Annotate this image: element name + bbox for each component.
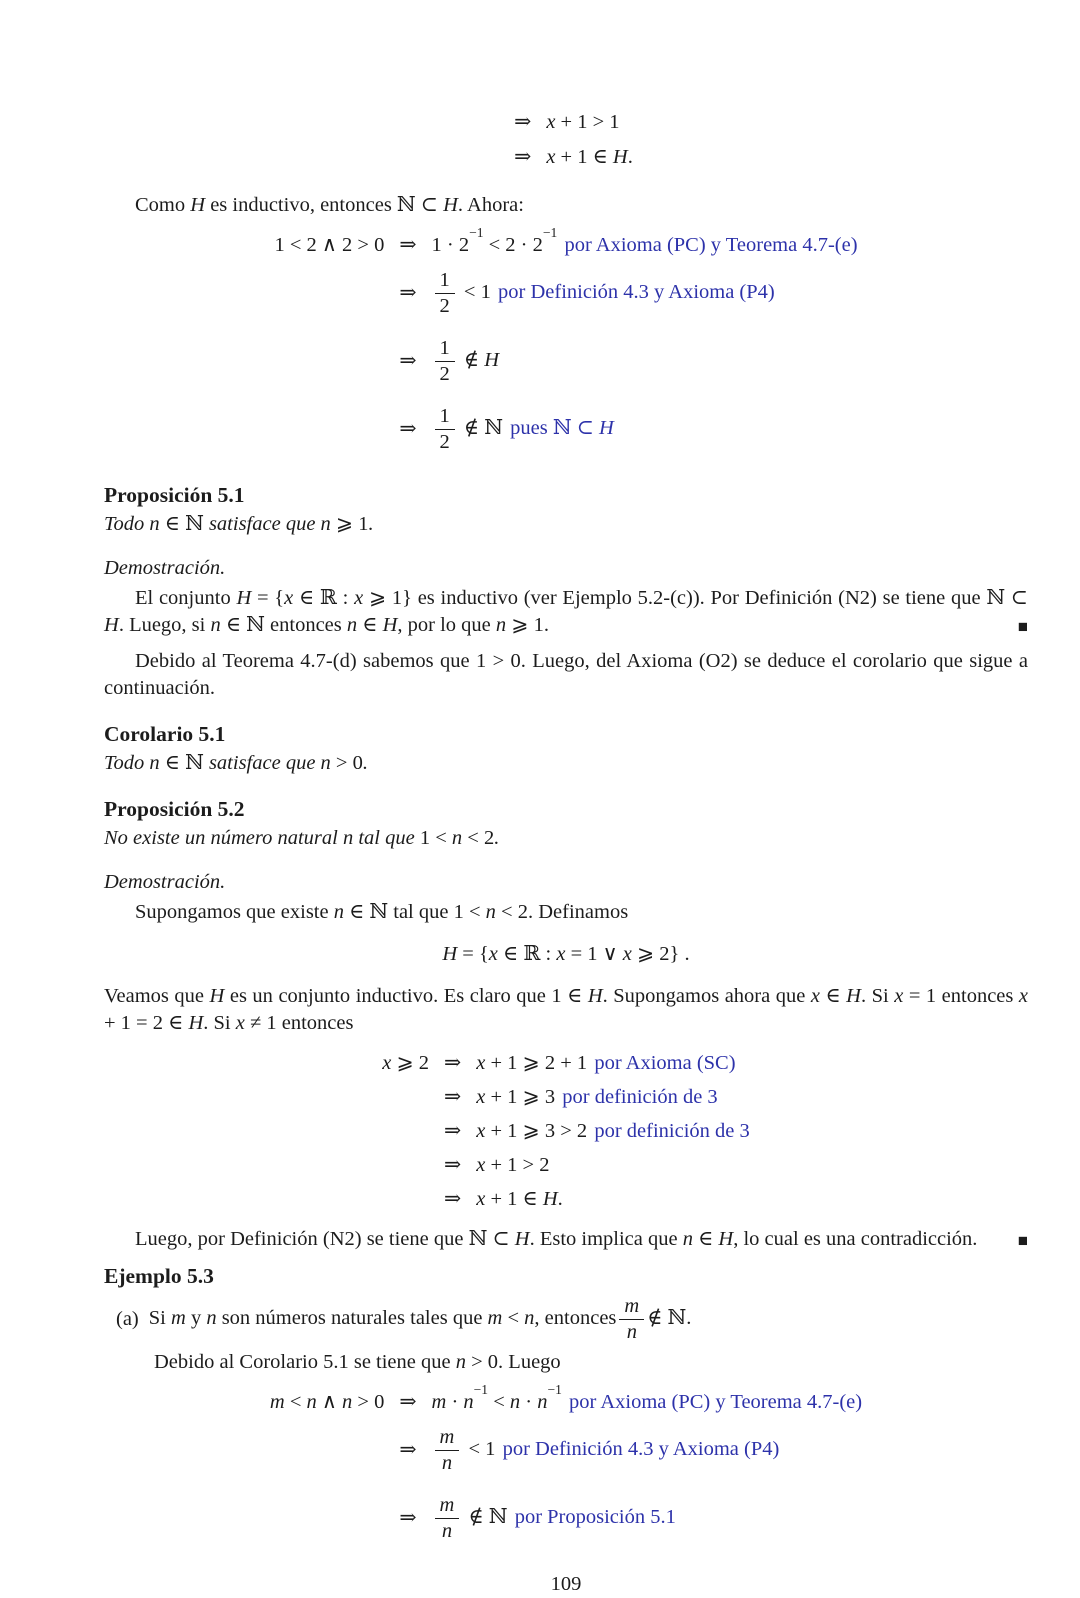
equation-row: [270, 1416, 862, 1484]
denominator: 2: [439, 430, 450, 453]
denominator: n: [626, 1320, 637, 1343]
numerator: 1: [435, 269, 455, 294]
math-segment: n ∈ ℕ: [149, 752, 204, 775]
text-segment: Si: [148, 1307, 171, 1330]
equation-row: [270, 1484, 862, 1552]
text-segment: Como: [135, 194, 191, 216]
text-segment: es inductivo, entonces: [205, 194, 397, 216]
implies-arrow: ⇒: [444, 1052, 462, 1075]
math-segment: n: [342, 827, 354, 850]
proof-paragraph: [104, 585, 1028, 639]
math-segment: n ⩾ 1: [320, 513, 369, 536]
math-segment: m: [171, 1307, 186, 1330]
theorem-heading: Corolario 5.1: [104, 722, 226, 747]
implies-arrow: ⇒: [514, 146, 532, 168]
math-expression: < 1: [468, 1438, 496, 1461]
qed-symbol: ■: [1017, 1231, 1028, 1251]
fraction: [435, 1494, 460, 1542]
implies-arrow: ⇒: [399, 417, 417, 440]
implies-arrow: ⇒: [399, 1391, 417, 1414]
implies-arrow: ⇒: [399, 1507, 417, 1530]
text-segment: Supongamos que existe: [135, 901, 334, 924]
fraction: [435, 1426, 460, 1474]
text-segment: . Supongamos ahora que: [602, 985, 811, 1008]
math-expression: x + 1 ⩾ 3 > 2: [476, 1120, 588, 1143]
text-segment: El conjunto: [135, 587, 237, 610]
fraction: [435, 269, 455, 317]
math-expression: x + 1 > 1: [546, 111, 620, 133]
display-equation: [269, 1382, 863, 1552]
text-segment: .: [368, 513, 374, 536]
implies-arrow: ⇒: [399, 234, 417, 256]
math-expression: $1 \cdot 2^{-1} < 2 \cdot 2^{-1}$: [431, 225, 558, 256]
justification-note: pues: [510, 416, 553, 439]
text-segment: Luego, por Definición (N2) se tiene que: [135, 1228, 469, 1251]
text-segment: . Ahora:: [457, 194, 524, 216]
math-segment: ℕ ⊂ H: [104, 587, 1028, 637]
justification-note: por Definición 4.3 y Axioma (P4): [502, 1438, 780, 1461]
math-expression: 1 < 2 ∧ 2 > 0: [274, 234, 385, 256]
paragraph: [104, 192, 1028, 219]
implies-arrow: ⇒: [444, 1188, 462, 1211]
math-expression: m < n ∧ n > 0: [269, 1391, 385, 1414]
text-segment: satisface que: [203, 513, 321, 536]
justification-note: por Proposición 5.1: [514, 1506, 676, 1529]
proof-label: Demostración.: [104, 871, 226, 894]
justification-note: por Axioma (SC): [594, 1052, 736, 1075]
text-segment: . Si: [203, 1012, 236, 1035]
text-segment: . Luego, si: [118, 614, 211, 637]
math-segment: m < n: [487, 1307, 535, 1330]
implies-arrow: ⇒: [399, 1438, 417, 1461]
text-segment: tal que: [353, 827, 420, 850]
equation-row: [382, 1152, 750, 1186]
math-segment: ∉ ℕ: [647, 1307, 687, 1330]
text-segment: entonces: [264, 614, 347, 637]
math-segment: n ∈ ℕ: [149, 513, 204, 536]
denominator: n: [441, 1451, 453, 1474]
implies-arrow: ⇒: [399, 281, 417, 304]
math-expression: x + 1 ∈ H.: [476, 1188, 563, 1211]
math-segment: n ⩾ 1: [495, 614, 544, 637]
math-segment: 1 ∈ H: [551, 985, 603, 1008]
math-segment: x = 1: [894, 985, 937, 1008]
implies-arrow: ⇒: [399, 349, 417, 372]
text-segment: entonces: [936, 985, 1019, 1008]
text-segment: . Luego, del Axioma (O2) se deduce el corolario que sigue a continuación.: [104, 650, 1028, 700]
display-equation: [104, 941, 1028, 968]
math-segment: n ∈ H: [346, 614, 398, 637]
math-segment: x + 1 = 2 ∈ H: [104, 985, 1028, 1035]
math-expression: H = {x ∈ ℝ : x = 1 ∨ x ⩾ 2} .: [442, 943, 690, 966]
math-segment: 1 < n < 2: [419, 827, 495, 850]
math-segment: n ∈ H: [682, 1228, 734, 1251]
implies-arrow: ⇒: [444, 1154, 462, 1177]
fraction: [619, 1295, 644, 1343]
equation-row: [382, 1186, 750, 1213]
display-equation: [274, 225, 858, 463]
implies-arrow: ⇒: [444, 1086, 462, 1109]
item-text: [149, 1295, 692, 1343]
text-segment: , por lo que: [397, 614, 496, 637]
fraction: [435, 405, 455, 453]
math-expression: x + 1 ⩾ 3: [476, 1086, 556, 1109]
math-expression: $m \cdot n^{-1} < n \cdot n^{-1}$: [431, 1382, 562, 1414]
math-segment: H: [190, 194, 206, 216]
theorem-statement: [104, 750, 1028, 777]
implies-arrow: ⇒: [444, 1120, 462, 1143]
equation-row: [499, 144, 633, 179]
equation-row: [382, 1050, 750, 1084]
proof-paragraph: [104, 1226, 1028, 1253]
math-expression: x + 1 ⩾ 2 + 1: [476, 1052, 588, 1075]
theorem-heading: Proposición 5.2: [104, 797, 245, 822]
math-segment: x ≠ 1: [235, 1012, 277, 1035]
paragraph: [104, 585, 1028, 639]
item-label: (a): [116, 1307, 139, 1330]
example-heading: Ejemplo 5.3: [104, 1264, 214, 1289]
theorem-heading: Proposición 5.1: [104, 483, 245, 508]
text-segment: es un conjunto inductivo. Es claro que: [224, 985, 552, 1008]
justification-note: por definición de 3: [562, 1086, 718, 1109]
theorem-statement: [104, 825, 1028, 852]
math-segment: H: [209, 985, 225, 1008]
text-segment: es inductivo (ver Ejemplo 5.2-(c)). Por Definición (N2) se tiene que: [411, 587, 987, 610]
text-segment: tal que: [388, 901, 454, 924]
equation-row: [274, 395, 857, 463]
math-expression: < 1: [463, 280, 491, 303]
math-segment: 1 < n < 2: [453, 901, 528, 924]
text-segment: No existe un número natural: [104, 827, 343, 850]
text-segment: . Si: [860, 985, 895, 1008]
qed-symbol: ■: [1017, 617, 1028, 637]
text-segment: .: [543, 614, 549, 637]
math-expression: x + 1 > 2: [476, 1154, 550, 1177]
text-segment: Todo: [104, 752, 150, 775]
text-segment: Veamos que: [104, 985, 210, 1008]
equation-row: [274, 225, 858, 259]
math-segment: n ∈ ℕ: [210, 614, 265, 637]
proof-label: Demostración.: [104, 557, 226, 580]
page-number: 109: [550, 1572, 582, 1595]
denominator: 2: [439, 294, 450, 317]
math-segment: ℕ ⊂ H: [468, 1228, 530, 1251]
justification-note-math: ℕ ⊂ H: [552, 416, 614, 439]
numerator: m: [619, 1295, 644, 1320]
equation-row: [499, 109, 633, 144]
math-expression: x ⩾ 2: [382, 1052, 430, 1075]
text-segment: satisface que: [203, 752, 321, 775]
text-segment: son números naturales tales que: [216, 1307, 488, 1330]
text-segment: y: [185, 1307, 207, 1330]
math-segment: n: [206, 1307, 217, 1330]
paragraph: [104, 983, 1028, 1037]
denominator: 2: [439, 362, 450, 385]
paragraph: [104, 1226, 1028, 1253]
math-segment: ℕ ⊂ H: [396, 194, 458, 216]
equation-row: [274, 259, 857, 327]
fraction: [435, 337, 455, 385]
equation-row: [269, 1382, 863, 1416]
math-segment: x ∈ H: [810, 985, 861, 1008]
text-segment: Debido al Teorema 4.7-(d) sabemos que: [135, 650, 476, 673]
list-item: [104, 1295, 1028, 1343]
text-segment: , entonces: [534, 1307, 617, 1330]
numerator: m: [435, 1426, 460, 1451]
text-segment: . Luego: [498, 1351, 561, 1374]
numerator: 1: [435, 405, 455, 430]
theorem-statement: [104, 511, 1028, 538]
implies-arrow: ⇒: [514, 111, 532, 133]
denominator: n: [441, 1520, 453, 1543]
equation-row: [274, 327, 857, 395]
equation-row: [382, 1084, 750, 1118]
text-segment: . Esto implica que: [529, 1228, 683, 1251]
math-expression: ∉ ℕ: [463, 416, 503, 439]
justification-note: por Definición 4.3 y Axioma (P4): [498, 280, 775, 303]
justification-note: por Axioma (PC) y Teorema 4.7-(e): [569, 1391, 863, 1414]
justification-note: por definición de 3: [594, 1120, 750, 1143]
math-expression: ∉ ℕ: [468, 1506, 508, 1529]
math-expression: x + 1 ∈ H.: [546, 146, 633, 168]
text-segment: , lo cual es una contradicción.: [733, 1228, 978, 1251]
justification-note: por Axioma (PC) y Teorema 4.7-(e): [564, 234, 858, 256]
math-expression: ∉ H: [463, 348, 500, 371]
display-equation: [382, 1050, 750, 1213]
text-segment: .: [686, 1307, 692, 1330]
numerator: 1: [435, 337, 455, 362]
equation-row: [382, 1118, 750, 1152]
math-segment: n ∈ ℕ: [333, 901, 389, 924]
text-segment: entonces: [276, 1012, 354, 1035]
text-segment: Todo: [104, 513, 150, 536]
math-segment: n > 0: [320, 752, 363, 775]
text-segment: .: [362, 752, 368, 775]
text-segment: Debido al Corolario 5.1 se tiene que: [154, 1351, 456, 1374]
numerator: m: [435, 1494, 460, 1519]
math-segment: H = {x ∈ ℝ : x ⩾ 1}: [236, 587, 412, 610]
paragraph: [104, 899, 1028, 926]
text-segment: .: [494, 827, 500, 850]
math-segment: n > 0: [455, 1351, 499, 1374]
display-equation: [499, 109, 633, 179]
paragraph: [104, 648, 1028, 702]
paragraph: [104, 1349, 1028, 1376]
math-segment: 1 > 0: [475, 650, 521, 673]
text-segment: . Definamos: [527, 901, 629, 924]
